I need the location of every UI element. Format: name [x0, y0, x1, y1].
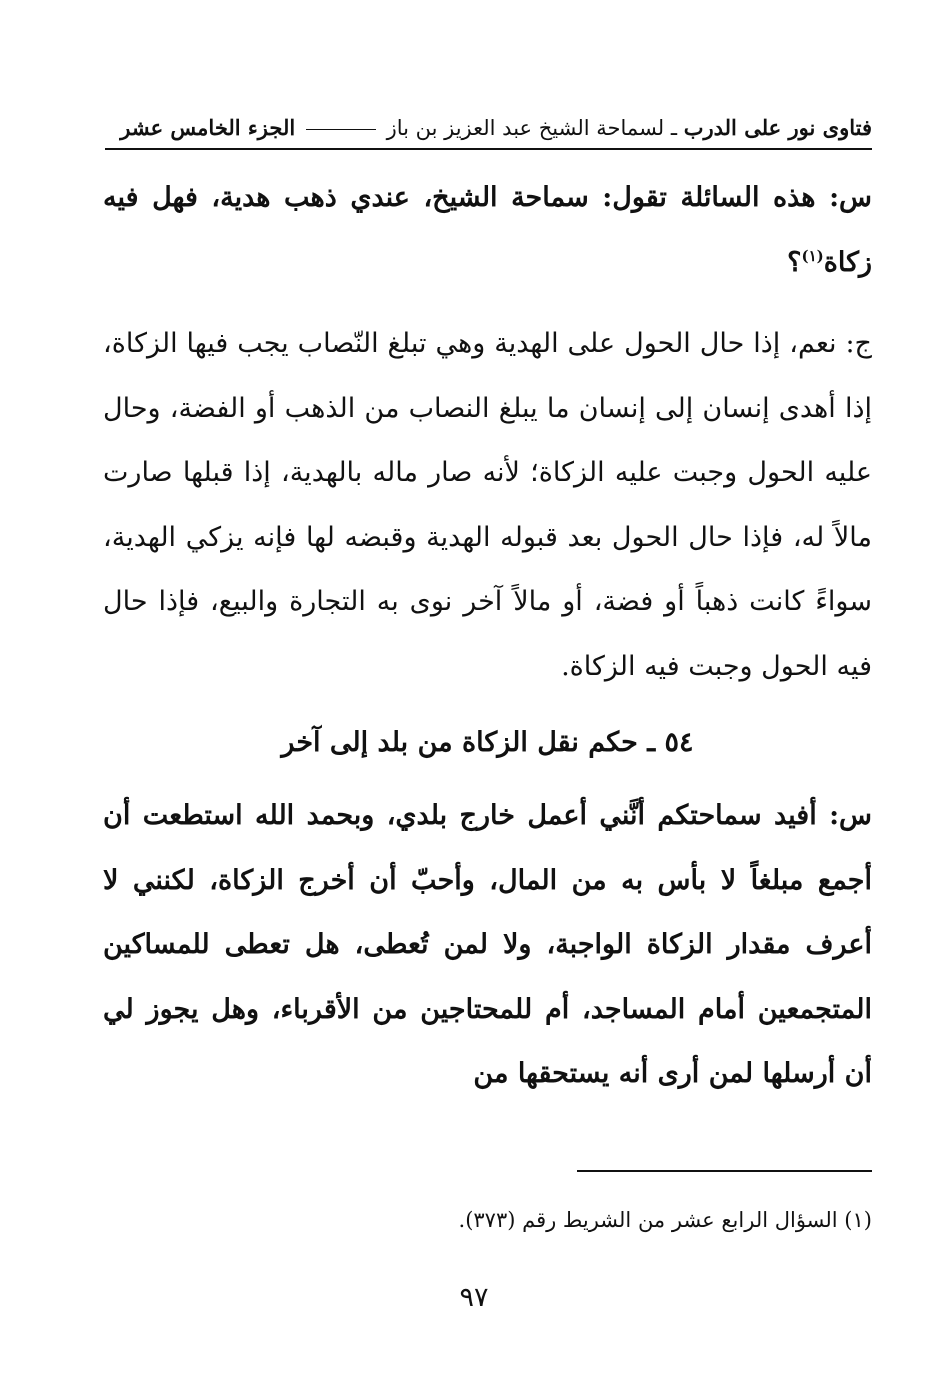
question-2	[103, 784, 872, 1107]
question-1	[103, 166, 872, 295]
question-2-text: س: أفيد سماحتكم أنَّني أعمل خارج بلدي، وبحمد الله استطعت أن أجمع مبلغاً لا بأس به من المال، وأحبّ أن أخرج الزكاة، لكنني لا أعرف مقدار الزكاة الواجبة، ولا لمن تُعطى، هل تعطى للمساكين المتجمعين أمام المساجد، أم للمحتاجين من الأقرباء، وهل يجوز لي أن أرسلها لمن أرى أنه يستحقها من	[103, 800, 872, 1089]
author-line: ـ لسماحة الشيخ عبد العزيز بن باز	[386, 116, 678, 140]
footnote-marker: (١)	[801, 246, 824, 265]
section-heading: ٥٤ ـ حكم نقل الزكاة من بلد إلى آخر	[281, 727, 694, 758]
running-header	[105, 108, 872, 150]
answer-1	[103, 312, 872, 699]
volume-label: الجزء الخامس عشر	[120, 115, 296, 140]
book-title: فتاوى نور على الدرب	[683, 115, 872, 140]
page-number: ٩٧	[459, 1282, 489, 1313]
header-dash-rule	[306, 129, 376, 130]
question-1-paragraph	[103, 166, 872, 295]
footnote: (١) السؤال الرابع عشر من الشريط رقم (٣٧٣).	[458, 1208, 872, 1232]
footnote-divider	[577, 1170, 872, 1172]
answer-1-text: ج: نعم، إذا حال الحول على الهدية وهي تبلغ النّصاب يجب فيها الزكاة، إذا أهدى إنسان إلى إنسان ما يبلغ النصاب من الذهب أو الفضة، وحال عليه الحول وجبت عليه الزكاة؛ لأنه صار ماله بالهدية، إذا قبلها صارت مالاً له، فإذا حال الحول بعد قبوله الهدية وقبضه لها فإنه يزكي الهدية، سواءً كانت ذهباً أو فضة، أو مالاً آخر نوى به التجارة والبيع، فإذا حال فيه الحول وجبت فيه الزكاة.	[103, 328, 872, 682]
question-1-end-mark: ؟	[787, 246, 802, 278]
question-1-text: س: هذه السائلة تقول: سماحة الشيخ، عندي ذهب هدية، فهل فيه زكاة	[103, 182, 872, 278]
